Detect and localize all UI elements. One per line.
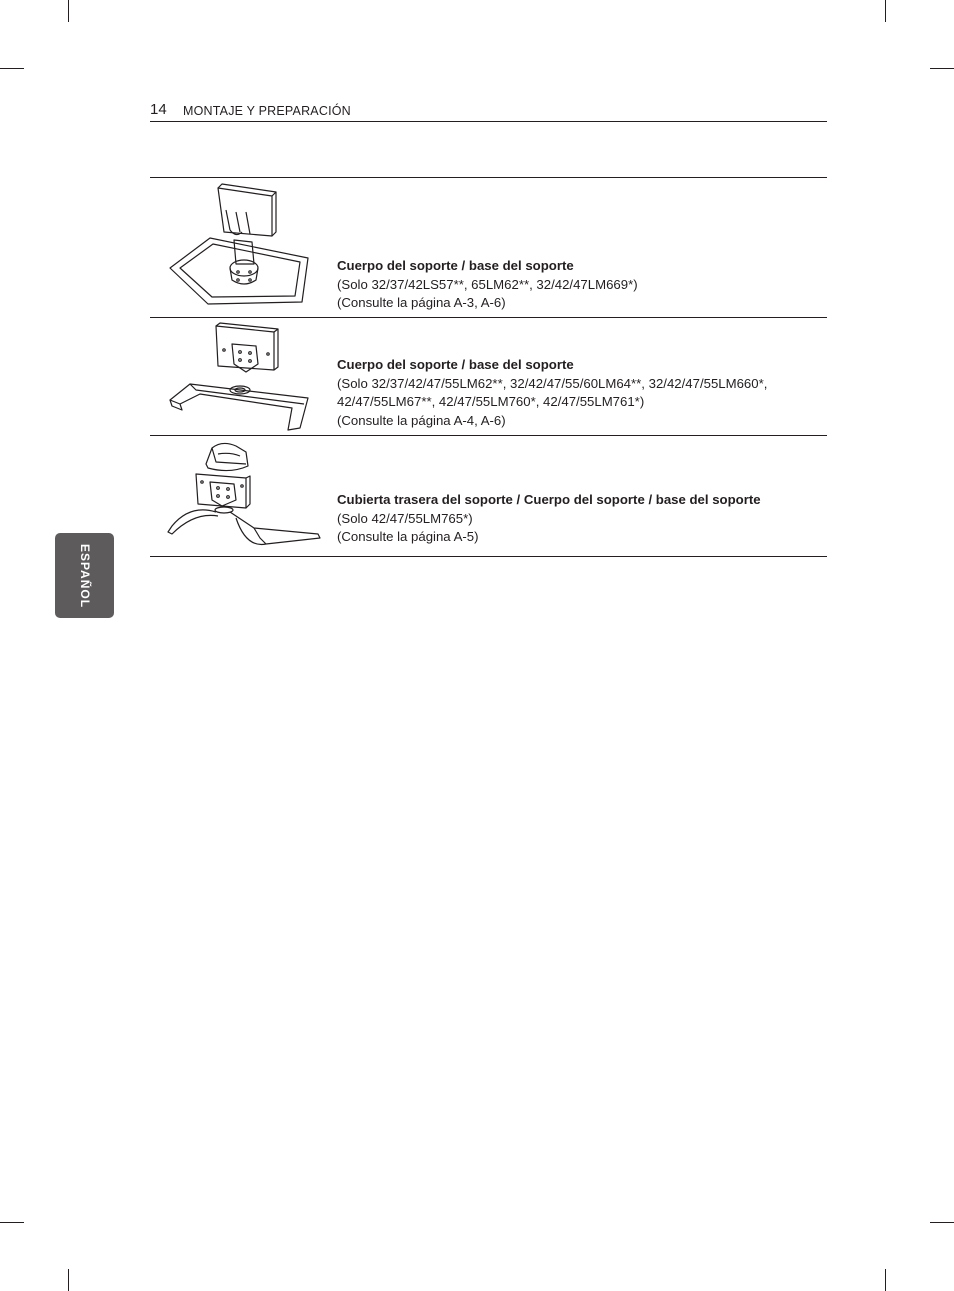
section-title: MONTAJE Y PREPARACIÓN	[183, 104, 351, 118]
part-reference: (Consulte la página A-4, A-6)	[337, 412, 506, 428]
part-title: Cubierta trasera del soporte / Cuerpo del soporte / base del soporte	[337, 492, 761, 507]
stand-body-and-base-illustration	[160, 180, 320, 316]
crop-mark-bottom-right	[885, 1269, 886, 1291]
parts-table	[150, 177, 827, 557]
crop-mark-bottom-left-h	[0, 1222, 24, 1223]
part-models: (Solo 32/37/42/47/55LM62**, 32/42/47/55/60LM64**, 32/42/47/55LM660*,	[337, 375, 768, 391]
parts-description	[337, 257, 638, 313]
crop-mark-bottom-left	[68, 1269, 69, 1291]
parts-description	[337, 356, 767, 430]
crop-mark-top-left-h	[0, 68, 24, 69]
part-models-cont: 42/47/55LM67**, 42/47/55LM760*, 42/47/55LM761*)	[337, 394, 645, 409]
crop-mark-top-right-h	[930, 68, 954, 69]
crop-mark-top-right	[885, 0, 886, 22]
parts-description	[337, 491, 761, 547]
part-reference: (Consulte la página A-5)	[337, 529, 479, 544]
stand-body-and-arched-base-illustration	[160, 320, 320, 432]
crop-mark-top-left	[68, 0, 69, 22]
part-title: Cuerpo del soporte / base del soporte	[337, 357, 574, 372]
language-tab-label: ESPAÑOL	[77, 543, 92, 608]
part-models: (Solo 32/37/42LS57**, 65LM62**, 32/42/47LM669*)	[337, 276, 638, 292]
stand-cover-body-and-curved-base-illustration	[160, 438, 330, 552]
crop-mark-bottom-right-h	[930, 1222, 954, 1223]
language-tab	[55, 533, 114, 618]
part-reference: (Consulte la página A-3, A-6)	[337, 295, 506, 310]
part-title: Cuerpo del soporte / base del soporte	[337, 258, 574, 273]
part-models: (Solo 42/47/55LM765*)	[337, 510, 473, 526]
parts-row	[150, 435, 827, 557]
page-header	[150, 101, 827, 122]
parts-row	[150, 177, 827, 317]
parts-row	[150, 317, 827, 435]
page-number: 14	[150, 101, 167, 118]
